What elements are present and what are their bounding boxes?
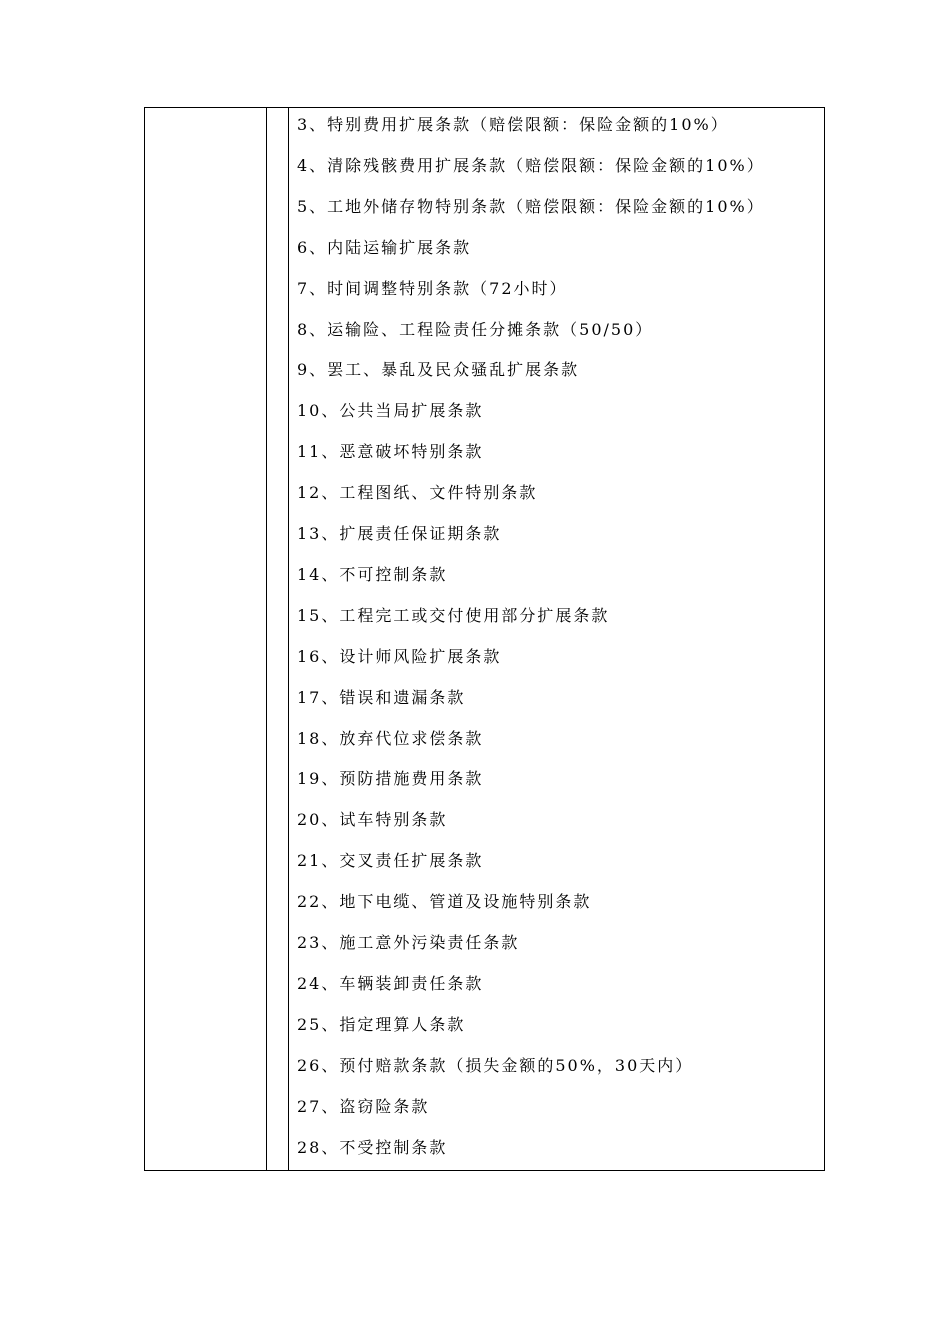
clause-item: 12、工程图纸、文件特别条款 [297,483,538,503]
clause-item: 21、交叉责任扩展条款 [297,851,484,871]
column-divider-left [266,108,267,1170]
clause-item: 24、车辆装卸责任条款 [297,973,484,993]
clause-item: 18、放弃代位求偿条款 [297,728,484,748]
clause-item: 11、恶意破坏特别条款 [297,442,484,462]
clause-item: 14、不可控制条款 [297,564,448,584]
clause-item: 22、地下电缆、管道及设施特别条款 [297,892,592,912]
clause-item: 20、试车特别条款 [297,810,448,830]
clause-item: 5、工地外储存物特别条款（赔偿限额：保险金额的10%） [297,196,765,216]
clause-item: 23、施工意外污染责任条款 [297,933,520,952]
clause-table [144,107,825,1171]
clause-item: 8、运输险、工程险责任分摊条款（50/50） [297,319,654,339]
clause-item: 25、指定理算人条款 [297,1014,466,1034]
clause-item: 13、扩展责任保证期条款 [297,524,502,543]
clause-item: 15、工程完工或交付使用部分扩展条款 [297,605,610,625]
clause-item: 10、公共当局扩展条款 [297,401,484,421]
clause-item: 16、设计师风险扩展条款 [297,646,502,666]
clause-item: 28、不受控制条款 [297,1137,448,1157]
clause-item: 7、时间调整特别条款（72小时） [297,278,568,298]
clause-item: 27、盗窃险条款 [297,1096,430,1116]
clause-item: 17、错误和遗漏条款 [297,687,466,707]
clause-item: 19、预防措施费用条款 [297,769,484,789]
clause-item: 26、预付赔款条款（损失金额的50%，30天内） [297,1055,694,1075]
clause-item: 9、罢工、暴乱及民众骚乱扩展条款 [297,360,580,380]
clause-item: 3、特别费用扩展条款（赔偿限额：保险金额的10%） [297,115,729,134]
clause-item: 4、清除残骸费用扩展条款（赔偿限额：保险金额的10%） [297,155,765,175]
clause-item: 6、内陆运输扩展条款 [297,237,472,257]
column-divider-right [288,108,289,1170]
